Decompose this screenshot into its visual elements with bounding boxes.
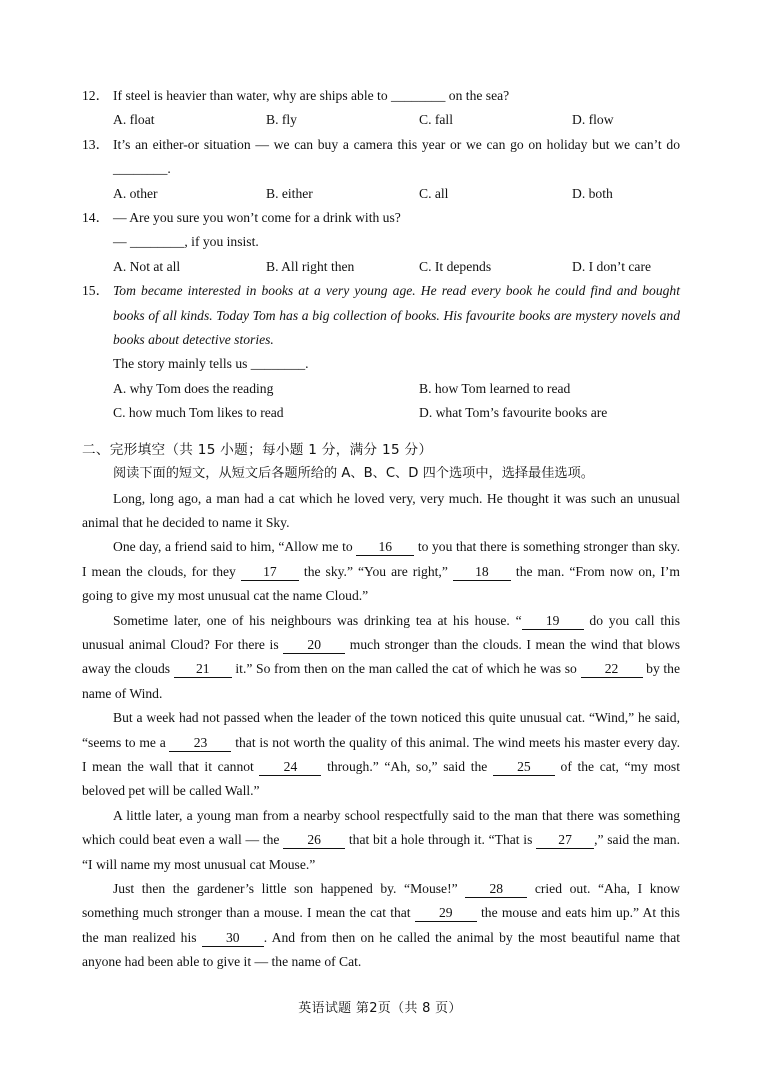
blank-23[interactable]: 23 xyxy=(169,734,231,752)
options-15 xyxy=(82,377,680,426)
question-stem: The story mainly tells us ________. xyxy=(113,356,309,372)
option: C. fall xyxy=(419,112,453,128)
passage-paragraph-4 xyxy=(82,706,680,804)
options-12 xyxy=(82,108,680,132)
option: D. what Tom’s favourite books are xyxy=(419,405,608,421)
passage-text: cried out. “Aha, I know something much stronger than a mouse. I mean the cat that xyxy=(82,881,680,921)
passage-text: Just then the gardener’s little son happened by. “Mouse!” xyxy=(113,881,466,896)
blank-18[interactable]: 18 xyxy=(453,563,511,581)
passage-text: One day, a friend said to him, “Allow me to xyxy=(113,539,357,555)
passage-text: the mouse and eats him up.” At this the man realized his xyxy=(82,905,680,945)
passage-text: Sometime later, one of his neighbours was drinking tea at his house. “ xyxy=(113,612,522,628)
blank-30[interactable]: 30 xyxy=(202,929,264,947)
passage-text: to you that there is something stronger than sky. I mean the clouds, for they xyxy=(82,539,680,579)
passage-text: But a week had not passed when the leader of the town noticed this quite unusual cat. “Wind,” he said, “seems to me a xyxy=(82,710,680,750)
passage-text: that is not worth the quality of this animal. The wind meets his master every day. I mean the wall that it cannot xyxy=(82,734,680,774)
passage-text: through.” “Ah, so,” said the xyxy=(321,758,493,774)
blank-28[interactable]: 28 xyxy=(465,880,527,898)
blank-27[interactable]: 27 xyxy=(536,831,594,849)
question-number: 12． xyxy=(82,88,110,103)
options-13 xyxy=(82,182,680,206)
passage-text: it.” So from then on the man called the cat of which he was so xyxy=(231,661,581,677)
option: A. Not at all xyxy=(113,258,181,274)
passage-text: the man. “From now on, I’m going to give my most unusual cat the name Cloud.” xyxy=(82,563,680,604)
blank-22[interactable]: 22 xyxy=(581,660,643,678)
section-title: 二、完形填空（共 15 小题；每小题 1 分，满分 15 分） xyxy=(82,441,433,458)
option: D. both xyxy=(572,185,613,201)
option: B. All right then xyxy=(266,258,355,274)
option: B. how Tom learned to read xyxy=(419,380,571,396)
passage-text: by the name of Wind. xyxy=(82,661,681,701)
question-text-reply: — ________, if you insist. xyxy=(113,234,259,250)
blank-29[interactable]: 29 xyxy=(415,904,477,922)
passage-text: of the cat, “my most beloved pet will be called Wall.” xyxy=(82,758,681,799)
option: C. all xyxy=(419,185,449,201)
passage-text: A little later, a young man from a nearby school respectfully said to the man that there was something which could beat even a wall — the xyxy=(82,807,680,848)
option: D. I don’t care xyxy=(572,258,652,274)
option: C. It depends xyxy=(419,258,492,274)
option: A. float xyxy=(113,112,155,128)
question-text: It’s an either-or situation — we can buy a camera this year or we can go on holiday but we can’t do ________. xyxy=(113,136,680,177)
passage-paragraph-2 xyxy=(82,535,680,608)
question-text: If steel is heavier than water, why are ships able to ________ on the sea? xyxy=(113,88,510,103)
question-13 xyxy=(82,133,680,182)
blank-17[interactable]: 17 xyxy=(241,563,299,581)
question-12 xyxy=(82,84,680,108)
option: A. other xyxy=(113,185,158,201)
passage-text: the sky.” “You are right,” xyxy=(298,563,453,579)
passage-text: much stronger than the clouds. I mean the wind that blows away the clouds xyxy=(82,636,680,677)
blank-24[interactable]: 24 xyxy=(259,758,321,776)
option: B. either xyxy=(266,185,313,201)
blank-19[interactable]: 19 xyxy=(522,612,584,630)
option: A. why Tom does the reading xyxy=(113,380,274,396)
blank-25[interactable]: 25 xyxy=(493,758,555,776)
question-number: 13． xyxy=(82,136,110,152)
passage-text: that bit a hole through it. “That is xyxy=(345,832,537,848)
option: C. how much Tom likes to read xyxy=(113,405,284,421)
passage-text: do you call this unusual animal Cloud? For there is xyxy=(82,612,680,652)
option: B. fly xyxy=(266,112,297,128)
section-instruction: 阅读下面的短文，从短文后各题所给的 A、B、C、D 四个选项中，选择最佳选项。 xyxy=(113,466,594,482)
question-text: — Are you sure you won’t come for a drink with us? xyxy=(113,210,401,226)
options-14 xyxy=(82,255,680,279)
question-14 xyxy=(82,206,680,230)
passage-text: . And from then on he called the animal by the most beautiful name that anyone had been able to give it — the name of Cat. xyxy=(82,929,681,970)
passage-paragraph-5 xyxy=(82,804,680,877)
question-number: 14． xyxy=(82,210,110,226)
question-number: 15． xyxy=(82,283,110,299)
passage-text: ,” said the man. “I will name my most unusual cat Mouse.” xyxy=(82,832,681,872)
page-footer: 英语试题 第2页（共 8 页） xyxy=(298,1001,462,1016)
passage-paragraph-3 xyxy=(82,609,680,707)
blank-16[interactable]: 16 xyxy=(356,538,414,556)
option: D. flow xyxy=(572,112,614,128)
passage-paragraph-6 xyxy=(82,877,680,975)
passage-paragraph-1: Long, long ago, a man had a cat which he loved very, very much. He thought it was such an unusual animal that he decided to name it Sky. xyxy=(82,490,680,530)
question-15 xyxy=(82,279,680,352)
question-passage: Tom became interested in books at a very young age. He read every book he could find and bought books of all kinds. Today Tom has a big collection of books. His favourite books are mystery novels and books about detective stories. xyxy=(113,283,680,348)
blank-21[interactable]: 21 xyxy=(174,660,232,678)
blank-20[interactable]: 20 xyxy=(283,636,345,654)
blank-26[interactable]: 26 xyxy=(283,831,345,849)
